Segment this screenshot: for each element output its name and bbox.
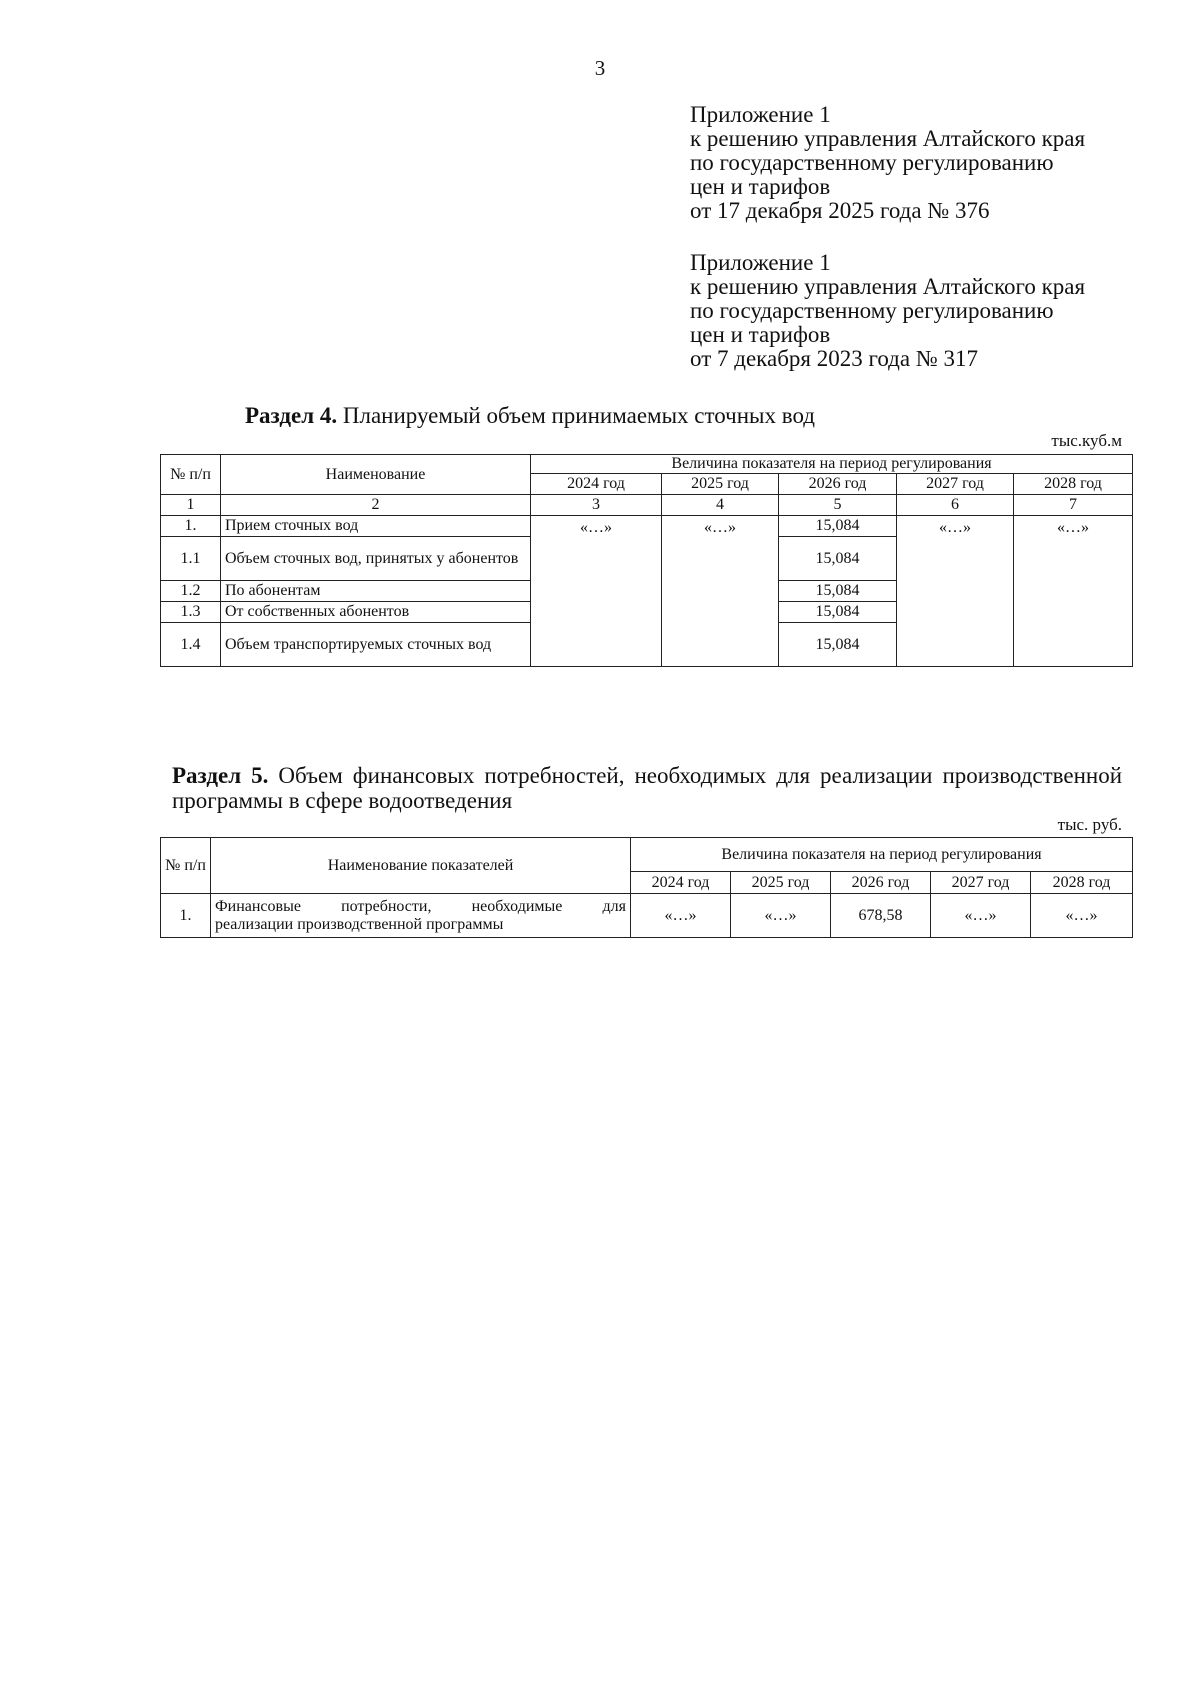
table-row [161, 894, 1133, 938]
appendix-line: цен и тарифов [690, 322, 831, 347]
section5-label: Раздел 5. [172, 763, 269, 788]
header-year: 2025 год [662, 474, 779, 495]
appendix-line: к решению управления Алтайского края [690, 274, 1086, 299]
value-2027: «…» [897, 516, 1014, 667]
table-row [161, 516, 1133, 537]
value-2026: 15,084 [779, 623, 897, 667]
value-2026: 15,084 [779, 602, 897, 623]
appendix-line: цен и тарифов [690, 174, 831, 199]
row-name-line: Финансовые потребности, необходимые для [215, 897, 626, 915]
row-num: 1.2 [161, 581, 221, 602]
section5-unit: тыс. руб. [1057, 815, 1122, 834]
header-year: 2026 год [779, 474, 897, 495]
value-2027: «…» [931, 894, 1031, 938]
appendix-header-current [690, 103, 1085, 223]
section4-table [160, 454, 1133, 667]
row-num: 1. [161, 516, 221, 537]
value-2024: «…» [531, 516, 662, 667]
value-2025: «…» [662, 516, 779, 667]
header-name: Наименование показателей [211, 838, 631, 894]
appendix-line: по государственному регулированию [690, 150, 1054, 175]
row-name: От собственных абонентов [221, 602, 531, 623]
value-2026: 678,58 [831, 894, 931, 938]
section4-label: Раздел 4. [245, 403, 338, 428]
value-2026: 15,084 [779, 537, 897, 581]
header-year: 2024 год [531, 474, 662, 495]
header-period-group: Величина показателя на период регулирования [531, 455, 1133, 474]
header-year: 2024 год [631, 872, 731, 894]
row-name: По абонентам [221, 581, 531, 602]
appendix-line: от 7 декабря 2023 года № 317 [690, 346, 979, 371]
section5-title-text: Объем финансовых потребностей, необходимых для реализации производственной программы в сфере водоотведения [172, 763, 1123, 813]
row-name [211, 894, 631, 938]
appendix-line: Приложение 1 [690, 250, 831, 275]
header-name: Наименование [221, 455, 531, 495]
row-name: Объем транспортируемых сточных вод [221, 623, 531, 667]
section4-unit: тыс.куб.м [1051, 431, 1122, 450]
appendix-header-previous [690, 251, 1085, 371]
column-number: 4 [662, 495, 779, 516]
section5-table [160, 837, 1133, 938]
value-2026: 15,084 [779, 581, 897, 602]
header-year: 2028 год [1014, 474, 1133, 495]
header-year: 2027 год [897, 474, 1014, 495]
value-2025: «…» [731, 894, 831, 938]
appendix-line: к решению управления Алтайского края [690, 126, 1086, 151]
value-2026: 15,084 [779, 516, 897, 537]
row-name: Объем сточных вод, принятых у абонентов [221, 537, 531, 581]
section4-title [245, 403, 815, 428]
header-year: 2028 год [1031, 872, 1133, 894]
value-2024: «…» [631, 894, 731, 938]
row-num: 1.1 [161, 537, 221, 581]
column-number: 2 [221, 495, 531, 516]
appendix-line: от 17 декабря 2025 года № 376 [690, 198, 990, 223]
appendix-line: Приложение 1 [690, 102, 831, 127]
value-2028: «…» [1031, 894, 1133, 938]
header-num: № п/п [161, 838, 211, 894]
value-2028: «…» [1014, 516, 1133, 667]
header-period-group: Величина показателя на период регулирования [631, 838, 1133, 872]
row-num: 1.4 [161, 623, 221, 667]
column-number: 6 [897, 495, 1014, 516]
header-year: 2026 год [831, 872, 931, 894]
column-number: 5 [779, 495, 897, 516]
column-number: 1 [161, 495, 221, 516]
header-num: № п/п [161, 455, 221, 495]
row-num: 1.3 [161, 602, 221, 623]
appendix-line: по государственному регулированию [690, 298, 1054, 323]
section4-title-text: Планируемый объем принимаемых сточных вод [342, 403, 815, 428]
header-year: 2025 год [731, 872, 831, 894]
page-number: 3 [594, 56, 606, 80]
section5-title [172, 763, 1122, 813]
header-year: 2027 год [931, 872, 1031, 894]
row-name: Прием сточных вод [221, 516, 531, 537]
row-name-line: реализации производственной программы [215, 915, 504, 933]
row-num: 1. [161, 894, 211, 938]
column-number: 7 [1014, 495, 1133, 516]
column-number: 3 [531, 495, 662, 516]
